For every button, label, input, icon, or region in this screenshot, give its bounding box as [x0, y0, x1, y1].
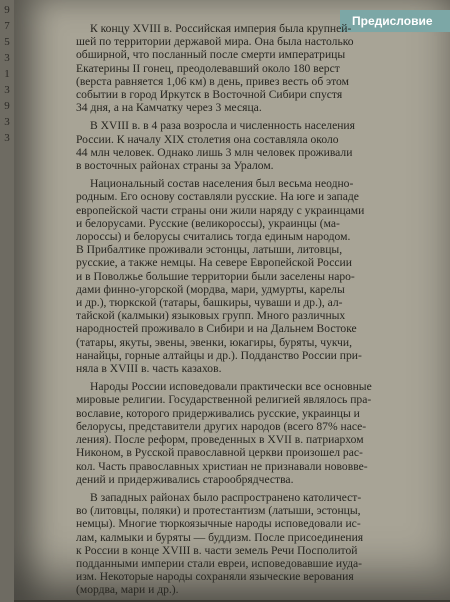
- text-line: (мордва, мари и др.).: [76, 583, 179, 597]
- text-line: Народы России исповедовали практически все основные: [90, 380, 372, 394]
- text-line: шей по территории державой мира. Она была настолько: [76, 35, 354, 49]
- body-text: [76, 22, 402, 602]
- text-line: Никоном, в Русской православной церкви произошел рас-: [76, 446, 363, 460]
- text-line: изм. Некоторые народы сохраняли языческие верования: [76, 570, 354, 584]
- text-line: В Прибалтике проживали эстонцы, латыши, литовцы,: [76, 243, 343, 257]
- margin-digit: 1: [4, 68, 10, 80]
- margin-digit: 9: [4, 4, 10, 16]
- text-line: вославие, которого придерживались русские, украинцы и: [76, 406, 360, 420]
- margin-digit: 7: [4, 20, 10, 32]
- text-line: дами финно-угорской (мордва, мари, удмурты, карелы: [76, 282, 345, 296]
- text-line: и в Поволжье большие территории были заселены наро-: [76, 269, 355, 283]
- text-line: обширной, что посланный после смерти императрицы: [76, 48, 346, 62]
- text-line: (верста равняется 1,06 км) в день, привез весть об этом: [76, 74, 349, 88]
- paragraph: [76, 177, 402, 375]
- paragraph: [76, 380, 402, 486]
- text-line: в восточных районах страны за Уралом.: [76, 159, 274, 173]
- text-line: родным. Его основу составляли русские. На юге и западе: [76, 190, 359, 204]
- text-line: событии в город Иркутск в Восточной Сибири спустя: [76, 88, 343, 102]
- text-line: мировые религии. Государственной религией являлось пра-: [76, 393, 372, 407]
- text-line: 34 дня, а на Камчатку через 3 месяца.: [76, 101, 262, 115]
- margin-digit: 3: [4, 52, 10, 64]
- text-line: лороссы) и белорусы считались тогда единым народом.: [76, 230, 351, 244]
- text-line: и белорусами. Русские (великороссы), украинцы (ма-: [76, 216, 340, 230]
- text-line: подданными империи стали евреи, исповедовавшие иуда-: [76, 556, 363, 570]
- section-title: Предисловие: [352, 14, 433, 28]
- book-page: [14, 0, 450, 600]
- text-line: няла в XVIII в. часть казахов.: [76, 362, 222, 376]
- text-line: дений и придерживались старообрядчества.: [76, 472, 294, 486]
- text-line: России. К началу XIX столетия она составляла около: [76, 132, 339, 146]
- text-line: нанайцы, горные алтайцы и др.). Подданство России при-: [76, 348, 362, 362]
- text-line: русские, а также немцы. На севере Европейской России: [76, 256, 352, 270]
- text-line: немцы). Многие тюркоязычные народы исповедовали ис-: [76, 517, 361, 531]
- paragraph: [76, 119, 402, 172]
- text-line: и др.), тюркской (татары, башкиры, чуваши и др.), ал-: [76, 296, 343, 310]
- margin-digit: 3: [4, 116, 10, 128]
- margin-digit: 9: [4, 100, 10, 112]
- text-line: ления). После реформ, проведенных в XVII в. патриархом: [76, 433, 364, 447]
- text-line: (татары, якуты, эвены, эвенки, юкагиры, буряты, чукчи,: [76, 335, 352, 349]
- text-line: во (литовцы, поляки) и протестантизм (латыши, эстонцы,: [76, 504, 361, 518]
- paragraph: [76, 491, 402, 597]
- text-line: Национальный состав населения был весьма неодно-: [90, 177, 354, 191]
- text-line: К концу XVIII в. Российская империя была крупней-: [90, 22, 352, 35]
- text-line: к России в конце XVIII в. части земель Речи Посполитой: [76, 543, 358, 557]
- text-line: народностей проживало в Сибири и на Дальнем Востоке: [76, 322, 357, 336]
- text-line: В XVIII в. в 4 раза возросла и численность населения: [90, 119, 355, 133]
- margin-digit: 3: [4, 84, 10, 96]
- text-line: Екатерины II гонец, преодолевавший около 180 верст: [76, 61, 340, 75]
- text-line: В западных районах было распространено католичест-: [90, 490, 362, 504]
- margin-digit: 5: [4, 36, 10, 48]
- text-line: 44 млн человек. Однако лишь 3 млн человек проживали: [76, 145, 353, 159]
- text-line: европейской части страны они жили наряду с украинцами: [76, 203, 365, 217]
- text-line: лам, калмыки и буряты — буддизм. После присоединения: [76, 530, 364, 544]
- paragraph: [76, 22, 402, 114]
- adjacent-page-margin: [0, 0, 14, 602]
- text-line: кол. Часть православных христиан не признавали нововве-: [76, 459, 368, 473]
- text-line: белорусы, представители других народов (всего 87% насе-: [76, 419, 367, 433]
- margin-digit: 3: [4, 132, 10, 144]
- text-line: тайской (калмыки) языковых групп. Много различных: [76, 309, 346, 323]
